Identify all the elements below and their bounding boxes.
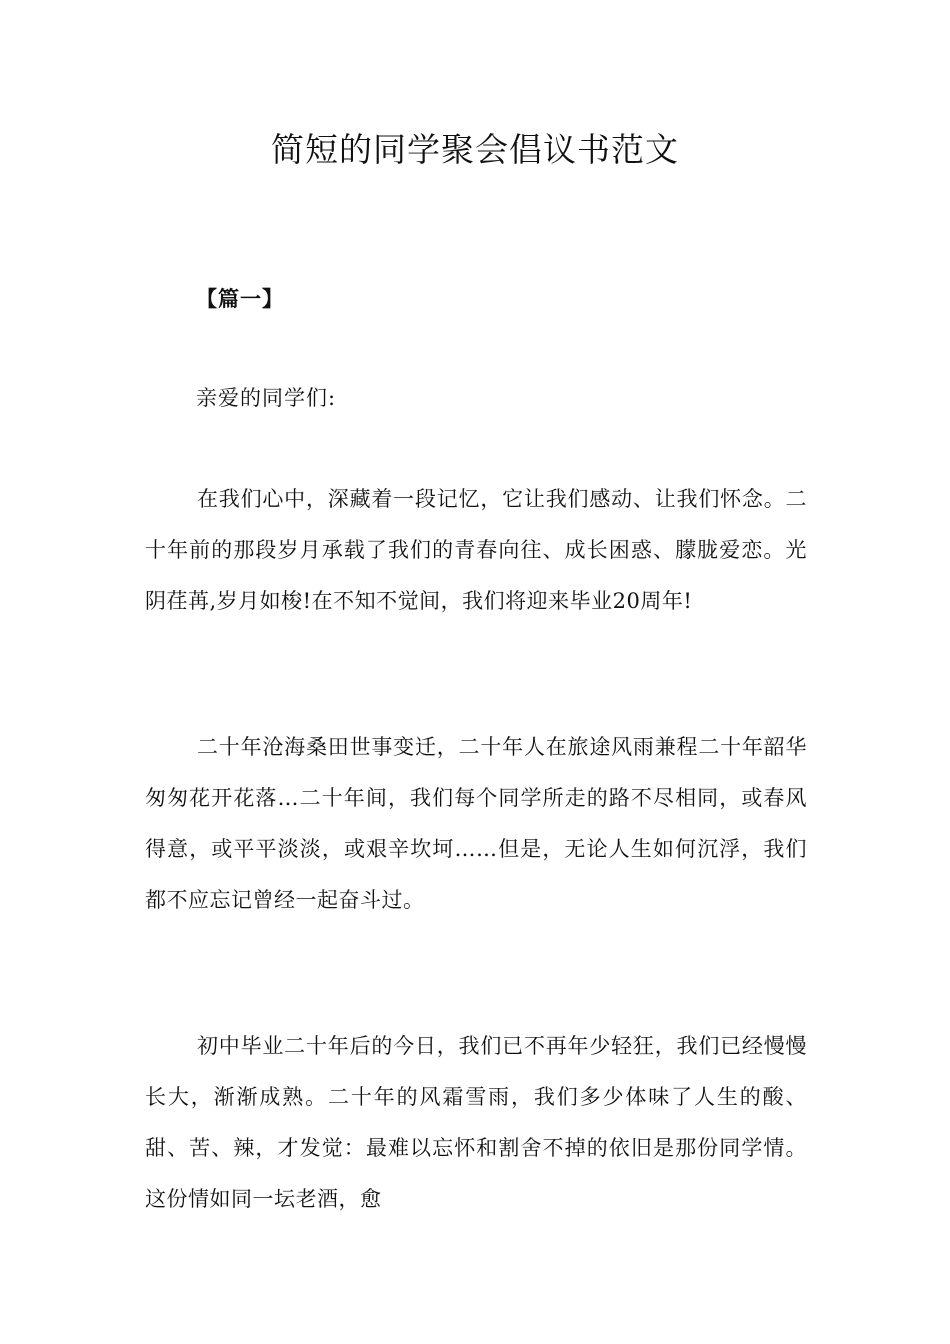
paragraph-3: 初中毕业二十年后的今日，我们已不再年少轻狂，我们已经慢慢长大，渐渐成熟。二十年的风霜雪雨，我们多少体味了人生的酸、甜、苦、辣，才发觉：最难以忘怀和割舍不掉的依旧是那份同学情。这份情如同一坛老酒，愈 xyxy=(145,1034,807,1211)
paragraph-2: 二十年沧海桑田世事变迁，二十年人在旅途风雨兼程二十年韶华匆匆花开花落…二十年间，我们每个同学所走的路不尽相同，或春风得意，或平平淡淡，或艰辛坎坷……但是，无论人生如何沉浮，我们都不应忘记曾经一起奋斗过。 xyxy=(145,735,807,912)
paragraph-1: 在我们心中，深藏着一段记忆，它让我们感动、让我们怀念。二十年前的那段岁月承载了我们的青春向往、成长困惑、朦胧爱恋。光阴荏苒,岁月如梭!在不知不觉间，我们将迎来毕业20周年! xyxy=(145,487,807,613)
section-heading: 【篇一】 xyxy=(196,286,284,311)
salutation: 亲爱的同学们: xyxy=(196,386,337,410)
document-title: 简短的同学聚会倡议书范文 xyxy=(271,130,679,169)
